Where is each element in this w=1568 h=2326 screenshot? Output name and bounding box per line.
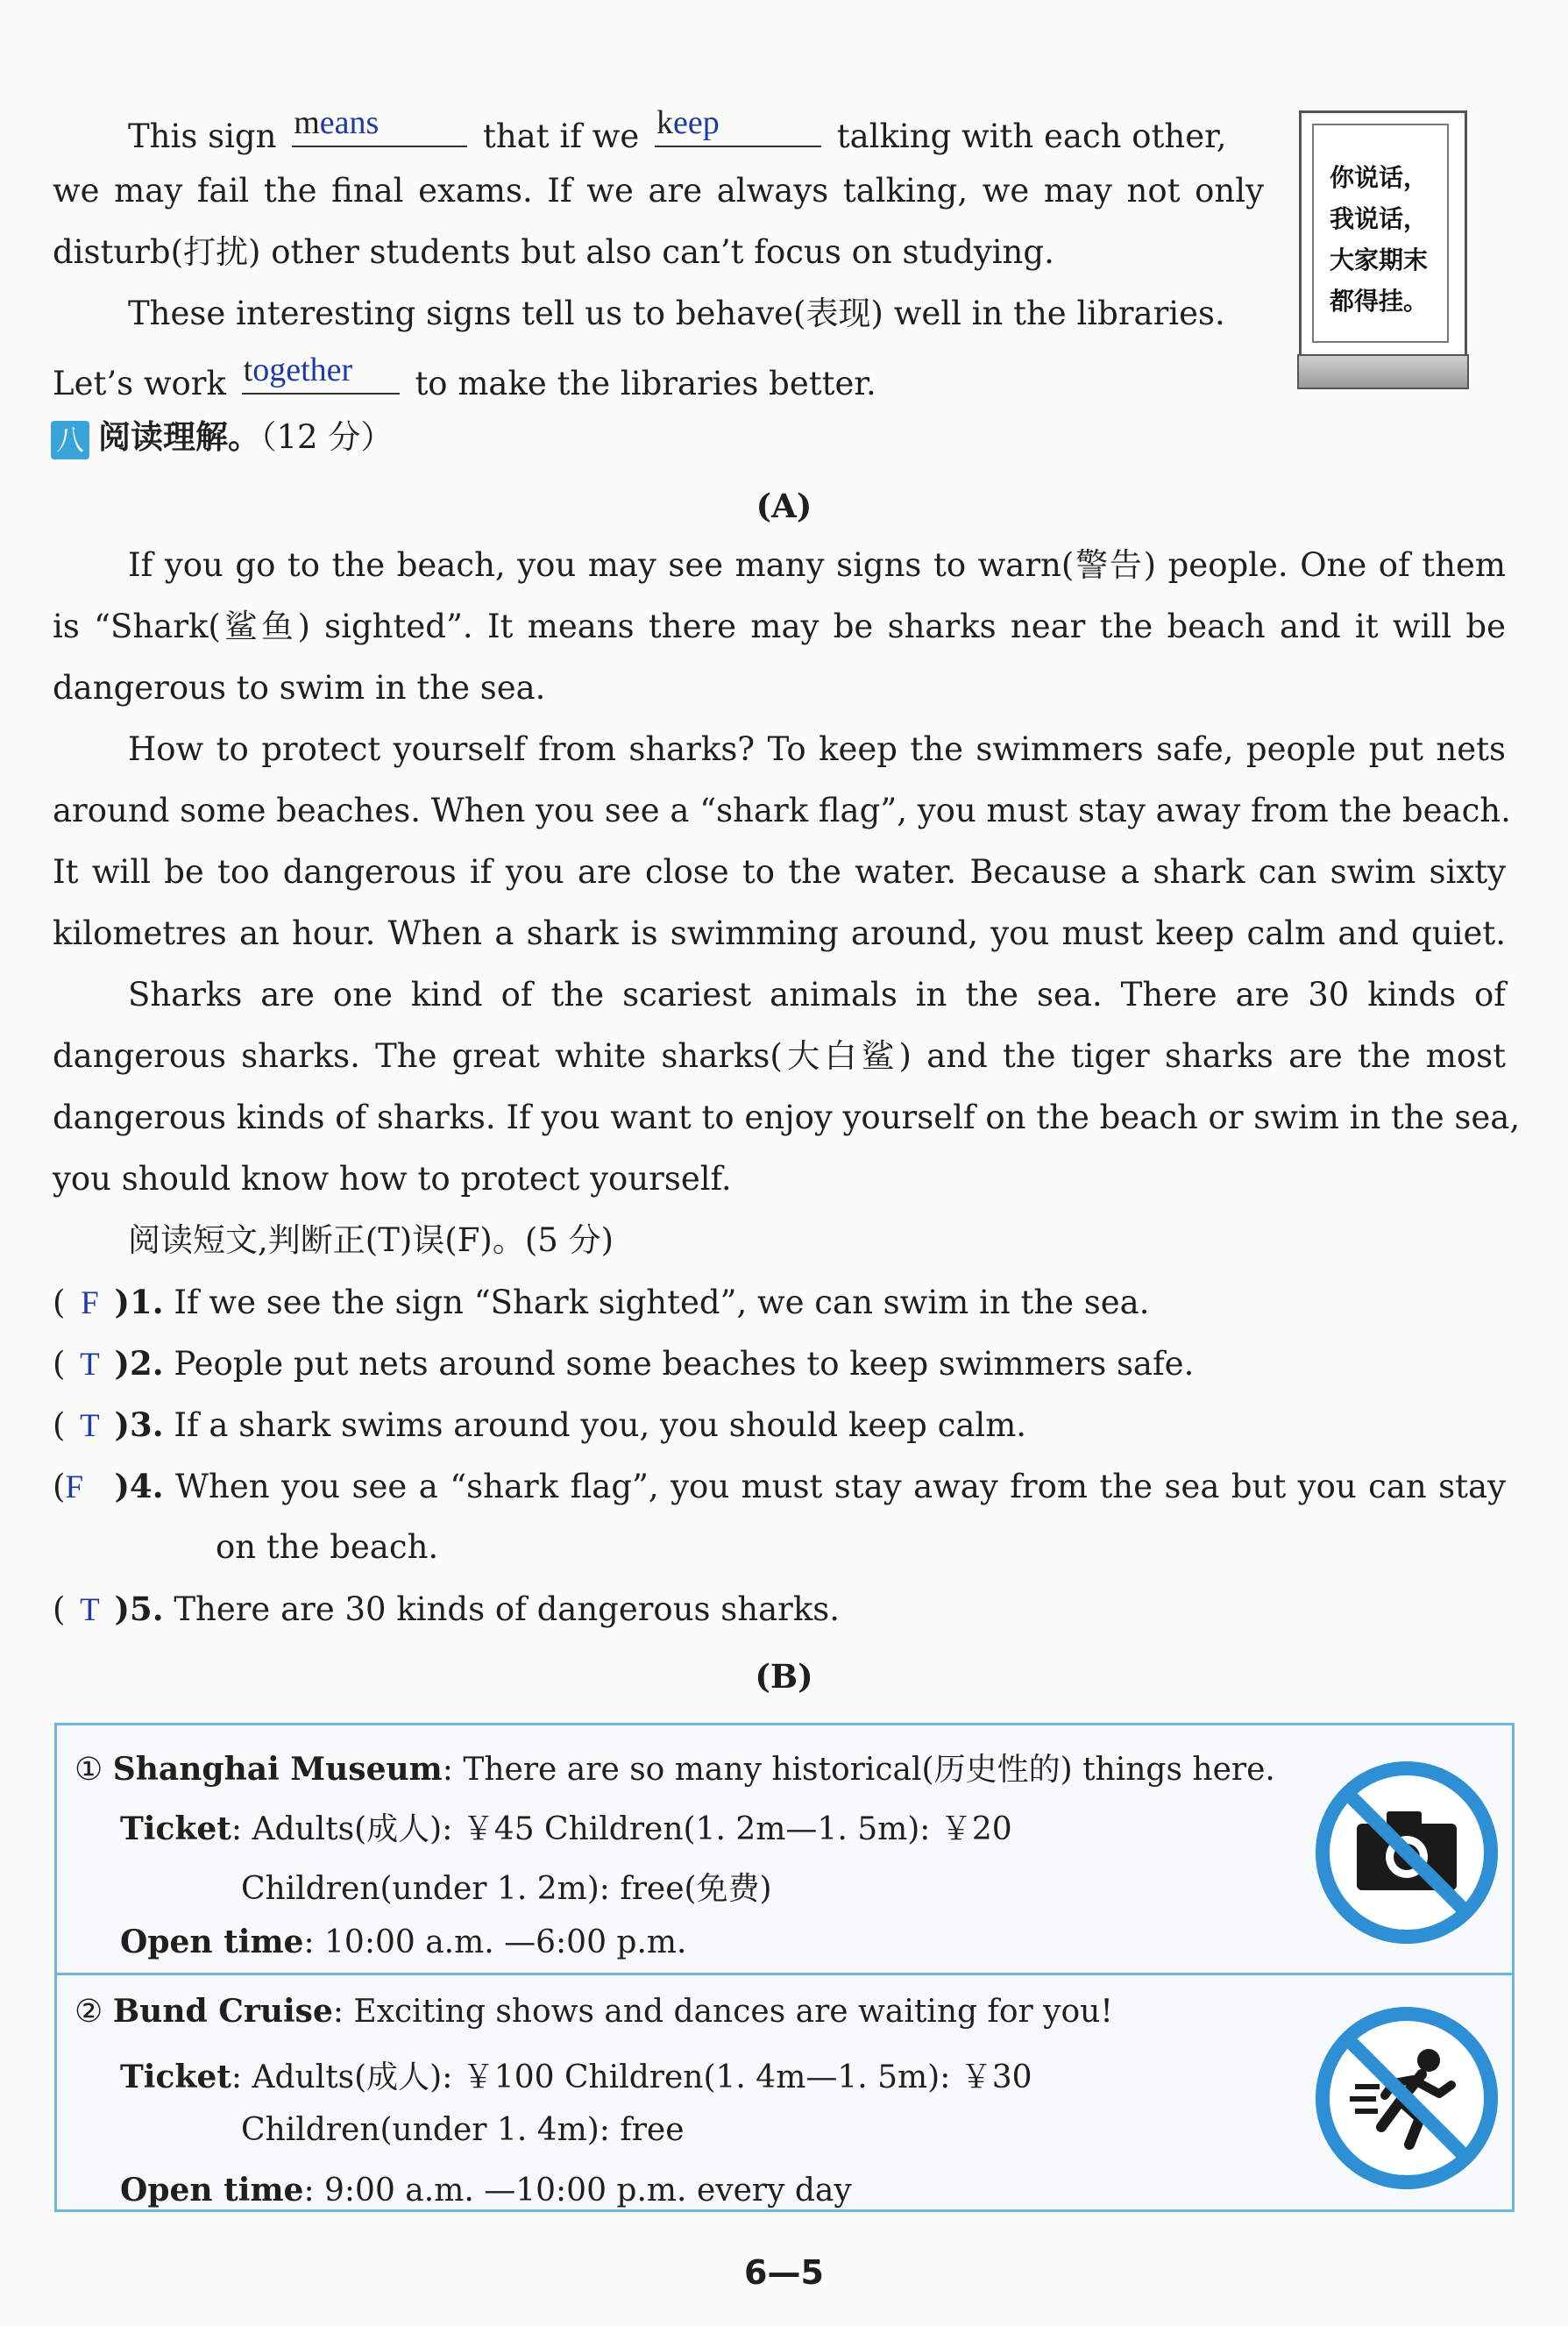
venue-2-title: ② Bund Cruise: Exciting shows and dances are waiting for you! xyxy=(74,1993,1113,2030)
passage-a-line: dangerous sharks. The great white sharks(大白鲨) and the tiger sharks are the most xyxy=(53,1037,1506,1075)
passage-a-line: dangerous kinds of sharks. If you want to enjoy yourself on the beach or swim in the sea, xyxy=(53,1099,1521,1136)
venue-1-name: Shanghai Museum xyxy=(112,1751,443,1788)
passage-a-line: If you go to the beach, you may see many signs to warn(警告) people. One of them xyxy=(128,546,1506,584)
instruction: 阅读短文,判断正(T)误(F)。(5 分) xyxy=(128,1221,614,1259)
page-number: 6—5 xyxy=(744,2253,824,2292)
intro-text: that if we xyxy=(482,117,640,155)
sign-board xyxy=(1299,110,1467,361)
intro-text: Let’s work xyxy=(53,365,226,402)
part-a-label: (A) xyxy=(756,487,812,525)
question-1: ( F )1. If we see the sign “Shark sighted”, we can swim in the sea. xyxy=(53,1283,1150,1321)
venue-2-ticket-children: Children(under 1. 4m): free xyxy=(241,2112,685,2148)
blank-3[interactable]: together xyxy=(242,358,400,395)
passage-a-line: you should know how to protect yourself. xyxy=(53,1160,732,1198)
passage-a-line: kilometres an hour. When a shark is swimming around, you must keep calm and quiet. xyxy=(53,914,1506,952)
intro-line-3: disturb(打扰) other students but also can’t focus on studying. xyxy=(53,233,1054,271)
question-4: (F )4. When you see a “shark flag”, you must stay away from the sea but you can stay xyxy=(53,1467,1506,1505)
answer-1[interactable]: F xyxy=(81,1285,99,1321)
section-header xyxy=(51,419,393,459)
passage-a-line: dangerous to swim in the sea. xyxy=(53,669,546,707)
venue-2-open-time: Open time: 9:00 a.m. —10:00 p.m. every day xyxy=(120,2172,852,2209)
blank-2[interactable]: keep xyxy=(655,110,821,147)
passage-a-line: How to protect yourself from sharks? To keep the swimmers safe, people put nets xyxy=(128,730,1506,768)
section-title: 阅读理解。 xyxy=(98,417,260,456)
blank-3-answer: ogether xyxy=(252,352,353,389)
blank-2-answer: eep xyxy=(672,104,720,142)
section-number-badge: 八 xyxy=(51,421,89,459)
question-3: ( T )3. If a shark swims around you, you should keep calm. xyxy=(53,1405,1027,1444)
venue-info-box xyxy=(54,1723,1515,2212)
question-5: ( T )5. There are 30 kinds of dangerous sharks. xyxy=(53,1590,841,1628)
sign-base xyxy=(1297,354,1469,389)
intro-line-4: These interesting signs tell us to behave(表现) well in the libraries. xyxy=(128,295,1225,332)
no-running-icon xyxy=(1315,2006,1499,2190)
blank-1[interactable]: means xyxy=(292,110,467,147)
intro-text: This sign xyxy=(128,117,277,155)
blank-1-answer: eans xyxy=(319,104,380,142)
intro-line-1 xyxy=(128,104,1227,155)
sign-text: 你说话， 我说话， 大家期末 都得挂。 xyxy=(1312,124,1449,343)
question-2: ( T )2. People put nets around some beaches to keep swimmers safe. xyxy=(53,1344,1195,1383)
venue-1-ticket-children: Children(under 1. 2m): free(免费) xyxy=(241,1871,772,1907)
no-camera-icon xyxy=(1315,1761,1499,1945)
venue-1-ticket: Ticket: Adults(成人): ￥45 Children(1. 2m—1. 5m): ￥20 xyxy=(120,1810,1012,1847)
intro-line-5 xyxy=(53,352,876,402)
venue-2-name: Bund Cruise xyxy=(112,1993,333,2030)
venue-1-open-time: Open time: 10:00 a.m. —6:00 p.m. xyxy=(120,1924,687,1960)
venue-1-title: ① Shanghai Museum: There are so many historical(历史性的) things here. xyxy=(74,1751,1275,1788)
passage-a-line: around some beaches. When you see a “shark flag”, you must stay away from the beach. xyxy=(53,792,1511,829)
section-score: （12 分） xyxy=(260,418,394,456)
intro-line-2: we may fail the final exams. If we are always talking, we may not only xyxy=(53,172,1264,210)
part-b-label: (B) xyxy=(755,1657,813,1696)
box-divider xyxy=(57,1973,1512,1975)
answer-4[interactable]: F xyxy=(65,1469,84,1505)
answer-5[interactable]: T xyxy=(80,1592,100,1628)
library-sign-illustration xyxy=(1299,110,1471,391)
passage-a-line: is “Shark(鲨鱼) sighted”. It means there may be sharks near the beach and it will be xyxy=(53,608,1506,645)
passage-a-line: Sharks are one kind of the scariest animals in the sea. There are 30 kinds of xyxy=(128,976,1506,1014)
intro-text: talking with each other, xyxy=(836,117,1227,155)
intro-text: to make the libraries better. xyxy=(415,365,876,402)
passage-a-line: It will be too dangerous if you are close to the water. Because a shark can swim sixty xyxy=(53,853,1506,891)
answer-2[interactable]: T xyxy=(80,1347,100,1383)
venue-2-ticket: Ticket: Adults(成人): ￥100 Children(1. 4m—1. 5m): ￥30 xyxy=(120,2059,1032,2095)
answer-3[interactable]: T xyxy=(80,1408,100,1444)
question-4-continued: on the beach. xyxy=(216,1528,439,1566)
